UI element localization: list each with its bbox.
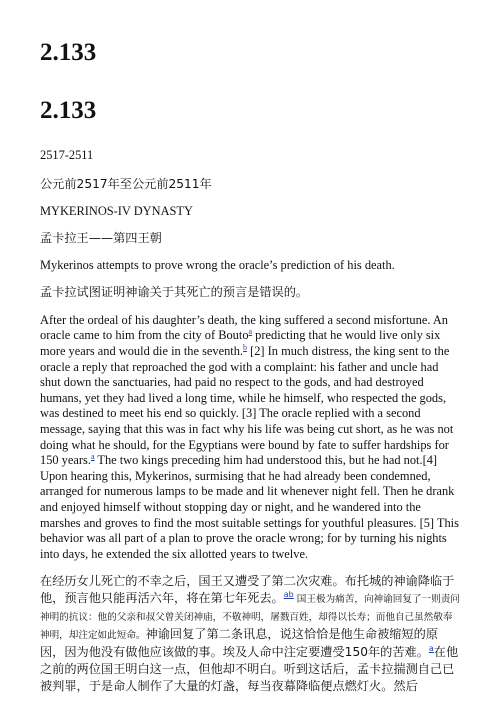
footnote-link[interactable]: b: [243, 342, 248, 352]
body-text: [2] In much distress, the king sent to the oracle a reply that reproached the god with a complaint: his father and uncle had shut down the sanctuaries, had paid no respect to the gods, and had destroyed humans, yet they had lived a long time, while he himself, who respected the gods, was destined to meet his end so quickly. [3] The oracle replied with a second message, saying that this was in fact why his life was being cut short, as he was not doing what he should, for the Egyptians were bound by fate to suffer hardships for 150 years.: [40, 343, 454, 468]
dynasty-heading: MYKERINOS-IV DYNASTY: [40, 203, 193, 218]
date-range-zh: 公元前2517年至公元前2511年: [40, 176, 212, 191]
footnote-link[interactable]: a: [90, 452, 95, 461]
body-note-zh: 国王极为痛苦，向神谕回复了一则责问神明的抗议：他的父亲和叔父曾关闭神庙，不敬神明，屠戮百姓，却得以长寿；而他自己虽然敬奉神明，却注定如此短命。: [40, 594, 460, 642]
footnote-link[interactable]: a: [248, 327, 253, 337]
date-range: 2517-2511: [40, 148, 94, 162]
footnote-link[interactable]: ab: [283, 590, 294, 600]
body-text: The two kings preceding him had understood this, but he had not.[4] Upon hearing this, Mykerinos, surmising that he had already been condemned, arranged for numerous lamps to be made and lit whenever night fell. Then he drank and enjoyed himself without stopping day or night, and he wandered into the marshes and groves to find the most suitable settings for youthful pleasures. [5] This behavior was all part of a plan to prove the oracle wrong; for by turning his nights into days, he extended the six allotted years to twelve.: [40, 453, 459, 561]
section-title: 2.133: [40, 39, 97, 66]
body-paragraph-zh: [40, 573, 460, 695]
body-paragraph-en: [40, 313, 460, 563]
chapter-summary-zh: 孟卡拉试图证明神谕关于其死亡的预言是错误的。: [40, 284, 309, 299]
body-text-zh: 在经历女儿死亡的不幸之后，国王又遭受了第二次灾难。布托城的神谕降临于他，预言他只能再活六年，将在第七年死去。: [40, 574, 455, 606]
section-subtitle: 2.133: [40, 97, 97, 124]
body-text-zh: 神谕回复了第二条讯息，说这恰恰是他生命被缩短的原因，因为他没有做他应该做的事。埃及人命中注定要遭受150年的苦难。: [40, 627, 439, 660]
dynasty-heading-zh: 孟卡拉王——第四王朝: [40, 231, 162, 246]
footnote-link[interactable]: a: [428, 644, 434, 654]
body-text-zh: 在他之前的两位国王明白这一点，但他却不明白。听到这话后，孟卡拉揣测自己已被判罪，于是命人制作了大量的灯盏，每当夜幕降临便点燃灯火。然后: [40, 645, 459, 694]
body-text: After the ordeal of his daughter’s death, the king suffered a second misfortune. An oracle came to him from the city of Bouto: [40, 312, 448, 343]
chapter-summary: Mykerinos attempts to prove wrong the oracle’s prediction of his death.: [40, 258, 395, 273]
body-text: predicting that he would live only six more years and would die in the seventh.: [40, 328, 441, 358]
